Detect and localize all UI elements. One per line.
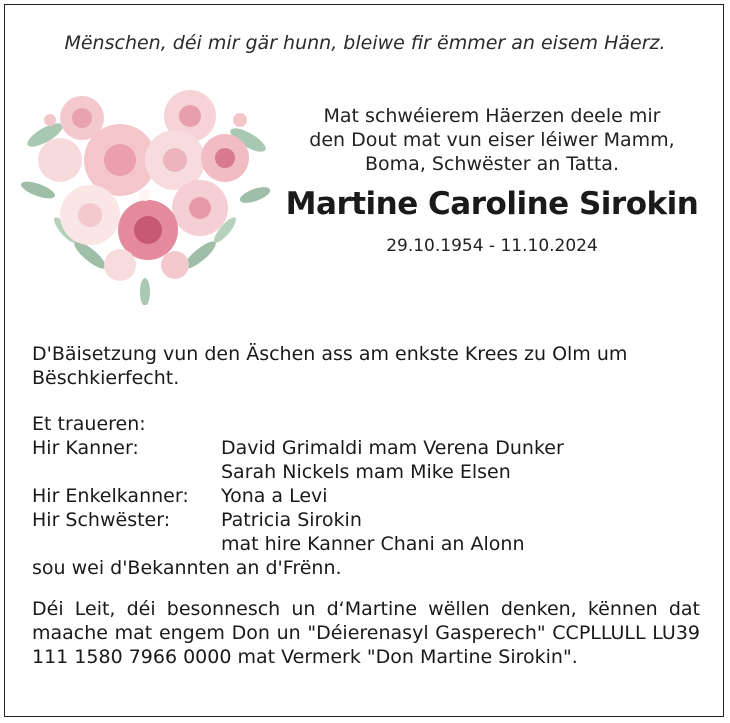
life-dates: 29.10.1954 - 11.10.2024 [386, 236, 598, 256]
mourners-heading: Et traueren: [32, 413, 146, 435]
roses [38, 90, 249, 281]
intro-line: den Dout mat vun eiser léiwer Mamm, [309, 129, 675, 151]
mourner-row [32, 436, 700, 460]
sister-name: Patricia Sirokin [221, 509, 362, 531]
donation-text: Déi Leit, déi besonnesch un d‘Martine wëllen denken, kënnen dat maache mat engem Don un "Déierenasyl Gasperech" CCPLLULL LU39 111 1580 7966 0000 mat Vermerk "Don Martine Sirokin". [32, 598, 700, 668]
children-label: Hir Kanner: [32, 437, 139, 459]
floral-heart-image [20, 80, 270, 305]
sister-family: mat hire Kanner Chani an Alonn [221, 533, 525, 555]
intro-line: Boma, Schwëster an Tatta. [365, 153, 619, 175]
intro-line: Mat schwéierem Häerzen deele mir [323, 105, 661, 127]
motto: Mënschen, déi mir gär hunn, bleiwe fir ëmmer an eisem Häerz. [64, 32, 666, 54]
mourner-row [32, 484, 700, 508]
sister-label: Hir Schwëster: [32, 509, 171, 531]
children-name: David Grimaldi mam Verena Dunker [221, 437, 564, 459]
grandchildren-label: Hir Enkelkanner: [32, 485, 189, 507]
intro-text [282, 104, 702, 176]
mourners-closing: sou wei d'Bekannten an d'Frënn. [32, 557, 342, 579]
deceased-name: Martine Caroline Sirokin [285, 186, 699, 222]
mourners-list [32, 412, 700, 580]
children-name: Sarah Nickels mam Mike Elsen [221, 461, 511, 483]
grandchildren-names: Yona a Levi [221, 485, 328, 507]
mourner-row [32, 460, 700, 484]
mourner-row [32, 532, 700, 556]
mourner-row [32, 508, 700, 532]
funeral-text: D'Bäisetzung vun den Äschen ass am enkste Krees zu Olm um Bëschkierfecht. [32, 343, 628, 389]
